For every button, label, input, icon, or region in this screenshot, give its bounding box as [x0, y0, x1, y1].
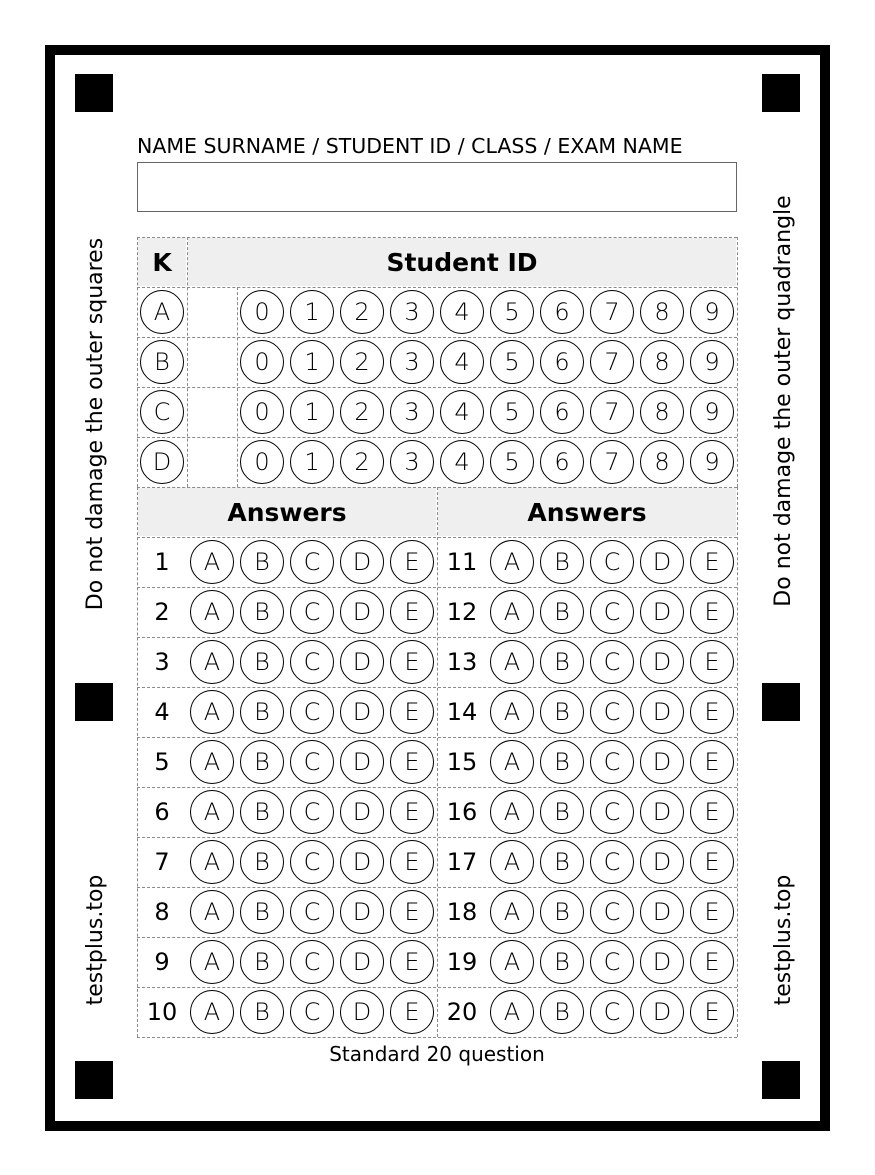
question-number: 14 — [446, 698, 478, 726]
answer-bubble-e[interactable]: E — [390, 690, 434, 734]
side-mark-left — [75, 683, 113, 721]
id-digit-bubble-0[interactable]: 0 — [240, 390, 284, 434]
answer-bubble-a[interactable]: A — [190, 740, 234, 784]
id-digit-bubble-8[interactable]: 8 — [640, 390, 684, 434]
corner-mark-top-left — [75, 74, 113, 112]
question-number: 8 — [154, 898, 170, 926]
answer-bubble-d[interactable]: D — [640, 690, 684, 734]
grid-line — [137, 487, 138, 1037]
id-digit-bubble-1[interactable]: 1 — [290, 390, 334, 434]
answer-bubble-d[interactable]: D — [340, 840, 384, 884]
answer-bubble-b[interactable]: B — [240, 640, 284, 684]
answer-bubble-b[interactable]: B — [240, 940, 284, 984]
answer-bubble-a[interactable]: A — [490, 690, 534, 734]
answer-bubble-b[interactable]: B — [540, 790, 584, 834]
answer-bubble-c[interactable]: C — [590, 990, 634, 1034]
answer-bubble-c[interactable]: C — [290, 690, 334, 734]
answer-bubble-e[interactable]: E — [690, 790, 734, 834]
answer-bubble-a[interactable]: A — [190, 540, 234, 584]
answer-bubble-d[interactable]: D — [640, 890, 684, 934]
id-digit-bubble-7[interactable]: 7 — [590, 340, 634, 384]
id-digit-bubble-1[interactable]: 1 — [290, 290, 334, 334]
answer-bubble-d[interactable]: D — [340, 940, 384, 984]
question-number: 4 — [154, 698, 170, 726]
answer-bubble-a[interactable]: A — [190, 940, 234, 984]
id-digit-bubble-4[interactable]: 4 — [440, 290, 484, 334]
brand-right: testplus.top — [771, 874, 796, 1006]
answer-bubble-c[interactable]: C — [590, 840, 634, 884]
question-number: 2 — [154, 598, 170, 626]
answer-bubble-e[interactable]: E — [390, 740, 434, 784]
id-digit-bubble-5[interactable]: 5 — [490, 440, 534, 484]
id-digit-bubble-8[interactable]: 8 — [640, 440, 684, 484]
booklet-bubble-a[interactable]: A — [140, 290, 184, 334]
id-digit-bubble-1[interactable]: 1 — [290, 440, 334, 484]
answer-bubble-c[interactable]: C — [590, 940, 634, 984]
answer-bubble-e[interactable]: E — [690, 940, 734, 984]
id-digit-bubble-6[interactable]: 6 — [540, 340, 584, 384]
grid-line — [137, 1037, 737, 1038]
answer-bubble-b[interactable]: B — [240, 890, 284, 934]
brand-left: testplus.top — [83, 874, 108, 1006]
answer-bubble-d[interactable]: D — [340, 990, 384, 1034]
answer-bubble-a[interactable]: A — [490, 940, 534, 984]
answers-header-right: Answers — [438, 488, 736, 536]
question-number: 7 — [154, 848, 170, 876]
answer-bubble-a[interactable]: A — [490, 640, 534, 684]
answer-bubble-b[interactable]: B — [240, 790, 284, 834]
question-number: 15 — [446, 748, 478, 776]
id-digit-write-box[interactable] — [188, 388, 236, 436]
question-number: 13 — [446, 648, 478, 676]
answer-bubble-d[interactable]: D — [340, 540, 384, 584]
answer-bubble-b[interactable]: B — [240, 840, 284, 884]
answer-bubble-a[interactable]: A — [490, 740, 534, 784]
id-digit-write-box[interactable] — [188, 288, 236, 336]
id-digit-bubble-7[interactable]: 7 — [590, 440, 634, 484]
side-note-left: Do not damage the outer squares — [83, 237, 108, 611]
answer-bubble-c[interactable]: C — [290, 540, 334, 584]
answer-bubble-d[interactable]: D — [340, 790, 384, 834]
answer-bubble-a[interactable]: A — [190, 840, 234, 884]
name-field-label: NAME SURNAME / STUDENT ID / CLASS / EXAM NAME — [137, 134, 683, 158]
answer-bubble-e[interactable]: E — [690, 890, 734, 934]
id-digit-bubble-9[interactable]: 9 — [690, 290, 734, 334]
answer-bubble-e[interactable]: E — [690, 540, 734, 584]
side-note-right: Do not damage the outer quadrangle — [771, 195, 796, 607]
answer-bubble-a[interactable]: A — [490, 890, 534, 934]
answer-bubble-a[interactable]: A — [190, 690, 234, 734]
corner-mark-bottom-right — [762, 1061, 800, 1099]
answer-bubble-c[interactable]: C — [290, 840, 334, 884]
answer-bubble-b[interactable]: B — [540, 940, 584, 984]
id-digit-bubble-7[interactable]: 7 — [590, 390, 634, 434]
id-digit-write-box[interactable] — [188, 438, 236, 486]
answer-bubble-e[interactable]: E — [690, 590, 734, 634]
id-digit-bubble-6[interactable]: 6 — [540, 290, 584, 334]
answers-header-left: Answers — [138, 488, 436, 536]
answer-bubble-c[interactable]: C — [590, 790, 634, 834]
corner-mark-top-right — [762, 74, 800, 112]
grid-line — [737, 487, 738, 1037]
answer-bubble-b[interactable]: B — [240, 740, 284, 784]
answer-bubble-d[interactable]: D — [640, 540, 684, 584]
answer-bubble-c[interactable]: C — [290, 940, 334, 984]
answer-bubble-a[interactable]: A — [190, 790, 234, 834]
answer-bubble-b[interactable]: B — [540, 690, 584, 734]
id-digit-bubble-9[interactable]: 9 — [690, 390, 734, 434]
answer-bubble-b[interactable]: B — [240, 590, 284, 634]
answer-bubble-c[interactable]: C — [290, 990, 334, 1034]
answer-bubble-c[interactable]: C — [590, 740, 634, 784]
side-mark-right — [762, 683, 800, 721]
answer-bubble-e[interactable]: E — [690, 690, 734, 734]
id-digit-bubble-7[interactable]: 7 — [590, 290, 634, 334]
id-digit-bubble-2[interactable]: 2 — [340, 390, 384, 434]
sheet-footer: Standard 20 question — [329, 1042, 545, 1066]
answer-bubble-d[interactable]: D — [640, 790, 684, 834]
answer-bubble-b[interactable]: B — [240, 990, 284, 1034]
id-digit-bubble-5[interactable]: 5 — [490, 390, 534, 434]
question-number: 5 — [154, 748, 170, 776]
answer-bubble-a[interactable]: A — [490, 840, 534, 884]
answer-bubble-e[interactable]: E — [690, 640, 734, 684]
answer-bubble-c[interactable]: C — [590, 690, 634, 734]
student-id-header: Student ID — [188, 238, 736, 286]
answer-bubble-e[interactable]: E — [390, 640, 434, 684]
answer-bubble-d[interactable]: D — [640, 990, 684, 1034]
answer-bubble-d[interactable]: D — [340, 640, 384, 684]
id-digit-bubble-2[interactable]: 2 — [340, 290, 384, 334]
answer-bubble-c[interactable]: C — [590, 590, 634, 634]
answer-bubble-c[interactable]: C — [290, 740, 334, 784]
answer-bubble-e[interactable]: E — [390, 990, 434, 1034]
corner-mark-bottom-left — [75, 1061, 113, 1099]
answer-bubble-b[interactable]: B — [540, 640, 584, 684]
answer-bubble-e[interactable]: E — [390, 840, 434, 884]
answer-bubble-d[interactable]: D — [340, 590, 384, 634]
question-number: 6 — [154, 798, 170, 826]
id-digit-bubble-2[interactable]: 2 — [340, 340, 384, 384]
answer-bubble-e[interactable]: E — [390, 790, 434, 834]
answer-bubble-b[interactable]: B — [540, 590, 584, 634]
answer-bubble-b[interactable]: B — [540, 840, 584, 884]
question-number: 3 — [154, 648, 170, 676]
id-digit-bubble-3[interactable]: 3 — [390, 390, 434, 434]
answer-bubble-d[interactable]: D — [640, 640, 684, 684]
answer-bubble-e[interactable]: E — [390, 940, 434, 984]
question-number: 16 — [446, 798, 478, 826]
answer-bubble-e[interactable]: E — [690, 740, 734, 784]
grid-line — [437, 487, 438, 1037]
answer-bubble-e[interactable]: E — [690, 990, 734, 1034]
id-digit-bubble-3[interactable]: 3 — [390, 290, 434, 334]
id-digit-bubble-1[interactable]: 1 — [290, 340, 334, 384]
id-digit-bubble-9[interactable]: 9 — [690, 340, 734, 384]
answer-bubble-c[interactable]: C — [290, 890, 334, 934]
answer-bubble-e[interactable]: E — [390, 890, 434, 934]
question-number: 1 — [154, 548, 170, 576]
id-digit-bubble-9[interactable]: 9 — [690, 440, 734, 484]
id-digit-bubble-3[interactable]: 3 — [390, 440, 434, 484]
answer-bubble-d[interactable]: D — [640, 740, 684, 784]
answer-bubble-a[interactable]: A — [190, 590, 234, 634]
answer-bubble-b[interactable]: B — [240, 540, 284, 584]
id-digit-bubble-8[interactable]: 8 — [640, 290, 684, 334]
k-header: K — [138, 238, 186, 286]
id-digit-bubble-4[interactable]: 4 — [440, 390, 484, 434]
answer-bubble-c[interactable]: C — [290, 790, 334, 834]
answer-bubble-c[interactable]: C — [290, 640, 334, 684]
booklet-bubble-c[interactable]: C — [140, 390, 184, 434]
grid-line — [237, 287, 238, 487]
answer-bubble-d[interactable]: D — [340, 740, 384, 784]
answer-bubble-b[interactable]: B — [540, 540, 584, 584]
question-number: 12 — [446, 598, 478, 626]
id-digit-bubble-4[interactable]: 4 — [440, 340, 484, 384]
answer-bubble-e[interactable]: E — [390, 590, 434, 634]
answer-bubble-d[interactable]: D — [640, 590, 684, 634]
answer-bubble-a[interactable]: A — [490, 990, 534, 1034]
answer-bubble-c[interactable]: C — [590, 890, 634, 934]
question-number: 11 — [446, 548, 478, 576]
answer-bubble-d[interactable]: D — [640, 840, 684, 884]
answer-bubble-b[interactable]: B — [540, 740, 584, 784]
question-number: 10 — [146, 998, 178, 1026]
question-number: 19 — [446, 948, 478, 976]
answer-bubble-c[interactable]: C — [290, 590, 334, 634]
answer-bubble-c[interactable]: C — [590, 640, 634, 684]
answer-bubble-a[interactable]: A — [190, 640, 234, 684]
answer-bubble-a[interactable]: A — [490, 790, 534, 834]
answer-bubble-d[interactable]: D — [340, 890, 384, 934]
id-digit-bubble-8[interactable]: 8 — [640, 340, 684, 384]
answer-bubble-a[interactable]: A — [490, 590, 534, 634]
booklet-bubble-b[interactable]: B — [140, 340, 184, 384]
id-digit-bubble-3[interactable]: 3 — [390, 340, 434, 384]
grid-line — [737, 237, 738, 487]
answer-bubble-a[interactable]: A — [190, 990, 234, 1034]
booklet-bubble-d[interactable]: D — [140, 440, 184, 484]
id-digit-bubble-5[interactable]: 5 — [490, 290, 534, 334]
answer-bubble-e[interactable]: E — [390, 540, 434, 584]
answer-bubble-a[interactable]: A — [190, 890, 234, 934]
question-number: 9 — [154, 948, 170, 976]
id-digit-bubble-6[interactable]: 6 — [540, 390, 584, 434]
question-number: 17 — [446, 848, 478, 876]
id-digit-write-box[interactable] — [188, 338, 236, 386]
answer-bubble-e[interactable]: E — [690, 840, 734, 884]
answer-bubble-d[interactable]: D — [340, 690, 384, 734]
id-digit-bubble-0[interactable]: 0 — [240, 440, 284, 484]
answer-bubble-a[interactable]: A — [490, 540, 534, 584]
question-number: 18 — [446, 898, 478, 926]
answer-bubble-b[interactable]: B — [240, 690, 284, 734]
id-digit-bubble-5[interactable]: 5 — [490, 340, 534, 384]
answer-bubble-b[interactable]: B — [540, 890, 584, 934]
id-digit-bubble-6[interactable]: 6 — [540, 440, 584, 484]
question-number: 20 — [446, 998, 478, 1026]
answer-bubble-b[interactable]: B — [540, 990, 584, 1034]
id-digit-bubble-0[interactable]: 0 — [240, 340, 284, 384]
answer-bubble-d[interactable]: D — [640, 940, 684, 984]
name-field[interactable] — [137, 162, 737, 212]
id-digit-bubble-4[interactable]: 4 — [440, 440, 484, 484]
id-digit-bubble-0[interactable]: 0 — [240, 290, 284, 334]
grid-line — [137, 237, 138, 487]
id-digit-bubble-2[interactable]: 2 — [340, 440, 384, 484]
answer-bubble-c[interactable]: C — [590, 540, 634, 584]
grid-line — [137, 237, 737, 238]
